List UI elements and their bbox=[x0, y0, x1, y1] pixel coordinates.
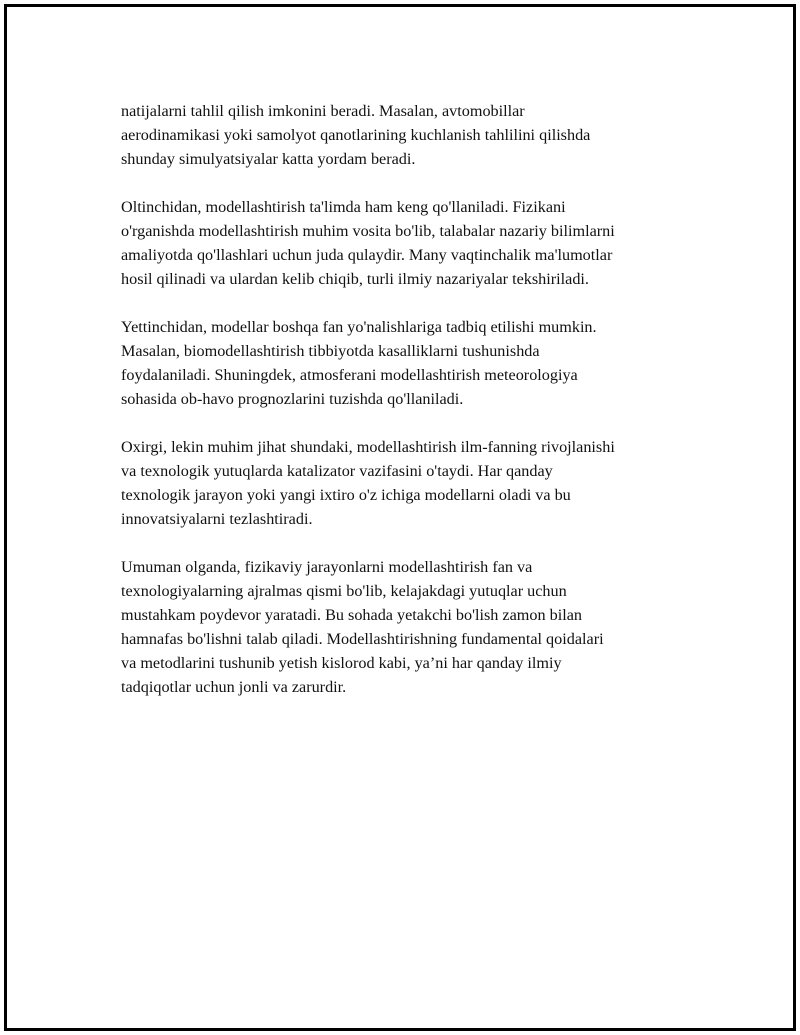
text-line: foydalaniladi. Shuningdek, atmosferani modellashtirish meteorologiya bbox=[121, 366, 578, 384]
paragraph-1 bbox=[121, 99, 711, 171]
text-line: amaliyotda qo'llashlari uchun juda qulaydir. Many vaqtinchalik ma'lumotlar bbox=[121, 246, 613, 264]
paragraph-3 bbox=[121, 315, 711, 411]
text-line: mustahkam poydevor yaratadi. Bu sohada yetakchi bo'lish zamon bilan bbox=[121, 606, 582, 624]
text-line: va texnologik yutuqlarda katalizator vazifasini o'taydi. Har qanday bbox=[121, 462, 553, 480]
text-line: natijalarni tahlil qilish imkonini beradi. Masalan, avtomobillar bbox=[121, 102, 525, 120]
text-line: va metodlarini tushunib yetish kislorod kabi, ya’ni har qanday ilmiy bbox=[121, 654, 562, 672]
text-line: Masalan, biomodellashtirish tibbiyotda kasalliklarni tushunishda bbox=[121, 342, 540, 360]
text-line: texnologik jarayon yoki yangi ixtiro o'z ichiga modellarni oladi va bu bbox=[121, 486, 571, 504]
document-body bbox=[121, 99, 711, 723]
text-line: innovatsiyalarni tezlashtiradi. bbox=[121, 510, 313, 528]
text-line: shunday simulyatsiyalar katta yordam beradi. bbox=[121, 150, 416, 168]
page-frame bbox=[4, 4, 796, 1031]
text-line: sohasida ob-havo prognozlarini tuzishda qo'llaniladi. bbox=[121, 390, 464, 408]
text-line: Oltinchidan, modellashtirish ta'limda ham keng qo'llaniladi. Fizikani bbox=[121, 198, 566, 216]
paragraph-4 bbox=[121, 435, 711, 531]
text-line: Yettinchidan, modellar boshqa fan yo'nalishlariga tadbiq etilishi mumkin. bbox=[121, 318, 597, 336]
text-line: aerodinamikasi yoki samolyot qanotlarining kuchlanish tahlilini qilishda bbox=[121, 126, 591, 144]
text-line: hamnafas bo'lishni talab qiladi. Modellashtirishning fundamental qoidalari bbox=[121, 630, 604, 648]
text-line: Oxirgi, lekin muhim jihat shundaki, modellashtirish ilm-fanning rivojlanishi bbox=[121, 438, 615, 456]
paragraph-2 bbox=[121, 195, 711, 291]
text-line: o'rganishda modellashtirish muhim vosita bo'lib, talabalar nazariy bilimlarni bbox=[121, 222, 615, 240]
text-line: tadqiqotlar uchun jonli va zarurdir. bbox=[121, 678, 347, 696]
paragraph-5 bbox=[121, 555, 711, 699]
text-line: Umuman olganda, fizikaviy jarayonlarni modellashtirish fan va bbox=[121, 558, 533, 576]
text-line: hosil qilinadi va ulardan kelib chiqib, turli ilmiy nazariyalar tekshiriladi. bbox=[121, 270, 589, 288]
text-line: texnologiyalarning ajralmas qismi bo'lib, kelajakdagi yutuqlar uchun bbox=[121, 582, 567, 600]
